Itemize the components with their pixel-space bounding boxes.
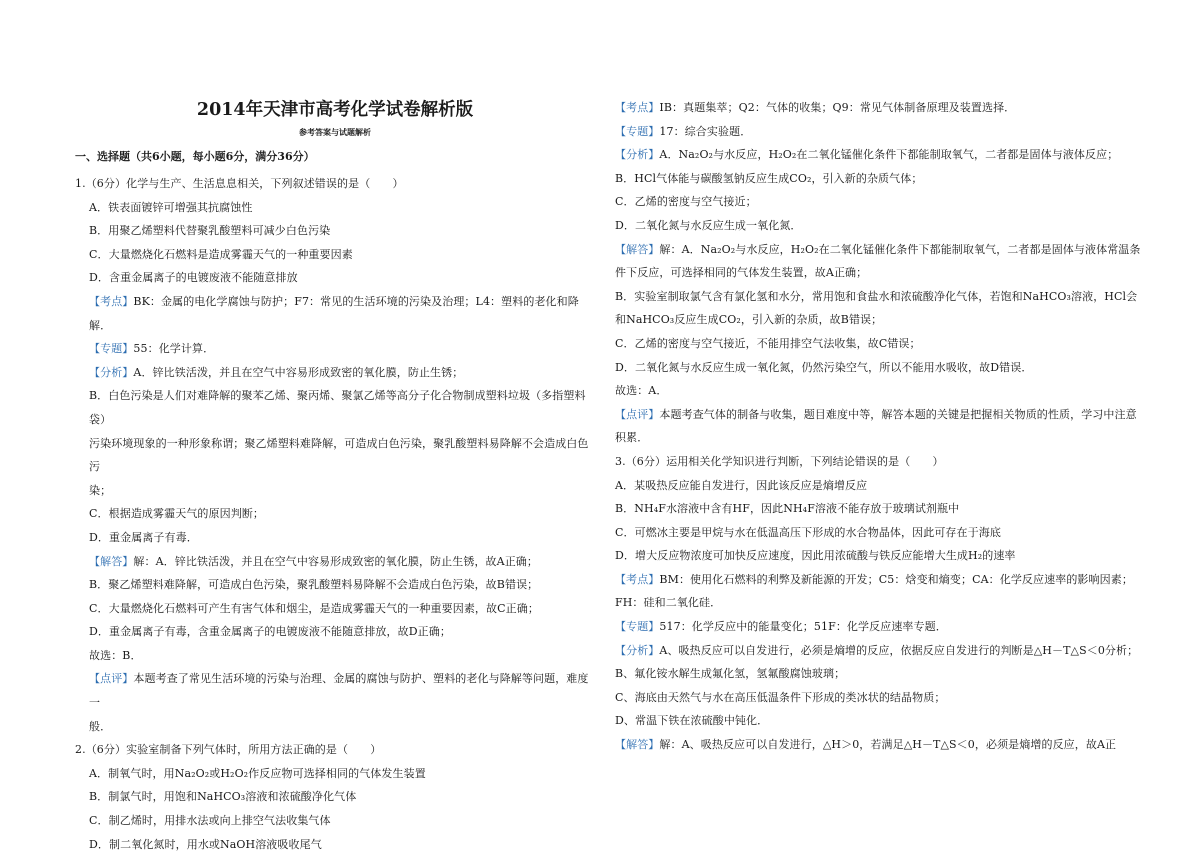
document-subtitle: 参考答案与试题解析 xyxy=(299,127,371,137)
line-text: A．锌比铁活泼，并且在空气中容易形成致密的氧化膜，防止生锈； xyxy=(133,365,464,379)
line-text: 解：A．Na₂O₂与水反应，H₂O₂在二氧化锰催化条件下都能制取氧气，二者都是固体与液体常温条 xyxy=(659,242,1141,256)
text-line xyxy=(75,243,595,267)
line-text: A．某吸热反应能自发进行，因此该反应是熵增反应 xyxy=(615,478,868,492)
text-line xyxy=(75,361,595,385)
text-line xyxy=(75,266,595,290)
right-column xyxy=(615,96,1155,757)
line-text: B．NH₄F水溶液中含有HF，因此NH₄F溶液不能存放于玻璃试剂瓶中 xyxy=(615,502,960,516)
line-text: B．聚乙烯塑料难降解，可造成白色污染，聚乳酸塑料易降解不会造成白色污染，故B错误； xyxy=(89,578,539,592)
text-line xyxy=(75,479,595,503)
line-text: D．制二氧化氮时，用水或NaOH溶液吸收尾气 xyxy=(89,837,322,851)
line-text: 积累． xyxy=(615,431,649,445)
text-line xyxy=(615,639,1155,663)
text-line xyxy=(75,573,595,597)
line-text: 17：综合实验题． xyxy=(659,124,752,138)
annotation-tag: 【专题】 xyxy=(615,124,660,138)
line-text: 染； xyxy=(89,483,112,497)
text-line xyxy=(615,285,1155,309)
line-text: B．HCl气体能与碳酸氢钠反应生成CO₂，引入新的杂质气体； xyxy=(615,171,923,185)
line-text: 517：化学反应中的能量变化；51F：化学反应速率专题． xyxy=(659,620,947,634)
text-line xyxy=(615,615,1155,639)
line-text: 2.（6分）实验室制备下列气体时，所用方法正确的是（ ） xyxy=(75,743,382,757)
text-line xyxy=(615,403,1155,427)
text-line xyxy=(615,426,1155,450)
line-text: C．制乙烯时，用排水法或向上排空气法收集气体 xyxy=(89,814,331,828)
line-text: D．重金属离子有毒． xyxy=(89,530,198,544)
annotation-tag: 【解答】 xyxy=(615,738,660,752)
text-line xyxy=(75,738,595,762)
text-line xyxy=(615,686,1155,710)
text-line xyxy=(615,733,1155,757)
text-line xyxy=(75,833,595,856)
line-text: B、氟化铵水解生成氟化氢，氢氟酸腐蚀玻璃； xyxy=(615,667,846,681)
line-text: D、常温下铁在浓硫酸中钝化． xyxy=(615,714,769,728)
line-text: B．白色污染是人们对难降解的聚苯乙烯、聚丙烯、聚氯乙烯等高分子化合物制成塑料垃圾（多指塑料袋） xyxy=(89,389,586,426)
line-text: 和NaHCO₃反应生成CO₂，引入新的杂质，故B错误； xyxy=(615,313,883,327)
text-line xyxy=(615,568,1155,592)
line-text: 本题考查气体的制备与收集，题目难度中等，解答本题的关键是把握相关物质的性质，学习中注意 xyxy=(659,407,1137,421)
line-text: 55：化学计算． xyxy=(133,342,215,356)
line-text: C、海底由天然气与水在高压低温条件下形成的类冰状的结晶物质； xyxy=(615,690,946,704)
line-text: C．乙烯的密度与空气接近； xyxy=(615,195,757,209)
line-text: B．实验室制取氯气含有氯化氢和水分，常用饱和食盐水和浓硫酸净化气体，若饱和NaHCO₃溶液，HCl会 xyxy=(615,289,1138,303)
text-line xyxy=(615,662,1155,686)
text-line xyxy=(615,96,1155,120)
text-line xyxy=(615,332,1155,356)
text-line xyxy=(615,190,1155,214)
line-text: 故选：A． xyxy=(615,384,668,398)
line-text: A．Na₂O₂与水反应，H₂O₂在二氧化锰催化条件下都能制取氧气，二者都是固体与液体反应； xyxy=(659,148,1119,162)
line-text: 解：A、吸热反应可以自发进行，△H＞0，若满足△H－T△S＜0，必须是熵增的反应，故A正 xyxy=(659,738,1117,752)
text-line xyxy=(75,762,595,786)
annotation-tag: 【考点】 xyxy=(615,101,660,114)
annotation-tag: 【分析】 xyxy=(615,643,660,657)
annotation-tag: 【分析】 xyxy=(89,365,134,379)
text-line xyxy=(75,384,595,431)
text-line xyxy=(75,432,595,479)
line-text: D．二氧化氮与水反应生成一氧化氮，仍然污染空气，所以不能用水吸收，故D错误． xyxy=(615,360,1033,374)
text-line xyxy=(615,521,1155,545)
annotation-tag: 【解答】 xyxy=(89,554,134,568)
text-line xyxy=(75,809,595,833)
text-line xyxy=(75,550,595,574)
text-line xyxy=(615,709,1155,733)
annotation-tag: 【解答】 xyxy=(615,242,660,256)
text-line xyxy=(75,526,595,550)
text-line xyxy=(615,379,1155,403)
text-line xyxy=(615,238,1155,262)
line-text: D．增大反应物浓度可加快反应速度，因此用浓硫酸与铁反应能增大生成H₂的速率 xyxy=(615,549,1016,563)
annotation-tag: 【专题】 xyxy=(89,342,134,356)
text-line xyxy=(75,172,595,196)
line-text: 3.（6分）运用相关化学知识进行判断，下列结论错误的是（ ） xyxy=(615,454,944,468)
line-text: A．制氧气时，用Na₂O₂或H₂O₂作反应物可选择相同的气体发生装置 xyxy=(89,766,426,780)
text-line xyxy=(75,644,595,668)
line-text: 故选：B． xyxy=(89,648,142,662)
text-line xyxy=(615,120,1155,144)
line-text: C．可燃冰主要是甲烷与水在低温高压下形成的水合物晶体，因此可存在于海底 xyxy=(615,525,1001,539)
text-line xyxy=(615,474,1155,498)
line-text: 本题考查了常见生活环境的污染与治理、金属的腐蚀与防护、塑料的老化与降解等问题，难度一 xyxy=(89,672,589,710)
annotation-tag: 【考点】 xyxy=(89,294,134,308)
text-line xyxy=(615,261,1155,285)
line-text: B．制氯气时，用饱和NaHCO₃溶液和浓硫酸净化气体 xyxy=(89,790,357,804)
text-line xyxy=(615,591,1155,615)
line-text: BK：金属的电化学腐蚀与防护；F7：常见的生活环境的污染及治理；L4：塑料的老化和降解． xyxy=(89,294,579,332)
line-text: 件下反应，可选择相同的气体发生装置，故A正确； xyxy=(615,266,868,280)
annotation-tag: 【分析】 xyxy=(615,148,660,162)
line-text: D．二氧化氮与水反应生成一氧化氮． xyxy=(615,218,802,232)
line-text: B．用聚乙烯塑料代替聚乳酸塑料可减少白色污染 xyxy=(89,224,331,238)
line-text: D．重金属离子有毒，含重金属离子的电镀废液不能随意排放，故D正确； xyxy=(89,625,451,639)
line-text: A．铁表面镀锌可增强其抗腐蚀性 xyxy=(89,200,253,214)
annotation-tag: 【考点】 xyxy=(615,572,660,586)
line-text: 1.（6分）化学与生产、生活息息相关，下列叙述错误的是（ ） xyxy=(75,177,404,190)
text-line xyxy=(75,502,595,526)
annotation-tag: 【点评】 xyxy=(615,407,660,421)
text-line xyxy=(615,544,1155,568)
line-text: C．大量燃烧化石燃料是造成雾霾天气的一种重要因素 xyxy=(89,247,353,261)
line-text: FH：硅和二氧化硅． xyxy=(615,596,722,610)
text-line xyxy=(615,167,1155,191)
text-line xyxy=(75,715,595,739)
line-text: BM：使用化石燃料的利弊及新能源的开发；C5：焓变和熵变；CA：化学反应速率的影响因素； xyxy=(659,572,1133,586)
line-text: 般． xyxy=(89,719,112,733)
left-column xyxy=(75,172,595,856)
line-text: 污染环境现象的一种形象称谓；聚乙烯塑料难降解，可造成白色污染，聚乳酸塑料易降解不会造成白色污 xyxy=(89,436,589,474)
section-heading: 一、选择题（共6小题，每小题6分，满分36分） xyxy=(75,150,315,163)
text-line xyxy=(615,308,1155,332)
line-text: D．含重金属离子的电镀废液不能随意排放 xyxy=(89,271,298,285)
line-text: 解：A．锌比铁活泼，并且在空气中容易形成致密的氧化膜，防止生锈，故A正确； xyxy=(133,554,538,568)
text-line xyxy=(75,597,595,621)
text-line xyxy=(615,214,1155,238)
text-line xyxy=(615,356,1155,380)
line-text: IB：真题集萃；Q2：气体的收集；Q9：常见气体制备原理及装置选择． xyxy=(659,101,1016,114)
text-line xyxy=(75,290,595,337)
text-line xyxy=(75,620,595,644)
text-line xyxy=(75,785,595,809)
line-text: C．根据造成雾霾天气的原因判断； xyxy=(89,507,265,521)
annotation-tag: 【点评】 xyxy=(89,672,134,686)
line-text: C．大量燃烧化石燃料可产生有害气体和烟尘，是造成雾霾天气的一种重要因素，故C正确； xyxy=(89,601,539,615)
text-line xyxy=(75,337,595,361)
line-text: C．乙烯的密度与空气接近，不能用排空气法收集，故C错误； xyxy=(615,336,921,350)
line-text: A、吸热反应可以自发进行，必须是熵增的反应，依据反应自发进行的判断是△H－T△S＜0分析； xyxy=(659,643,1139,657)
text-line xyxy=(615,143,1155,167)
annotation-tag: 【专题】 xyxy=(615,620,660,634)
text-line xyxy=(75,219,595,243)
text-line xyxy=(75,667,595,714)
text-line xyxy=(615,450,1155,474)
text-line xyxy=(615,497,1155,521)
text-line xyxy=(75,196,595,220)
document-title: 2014年天津市高考化学试卷解析版 xyxy=(196,100,474,120)
